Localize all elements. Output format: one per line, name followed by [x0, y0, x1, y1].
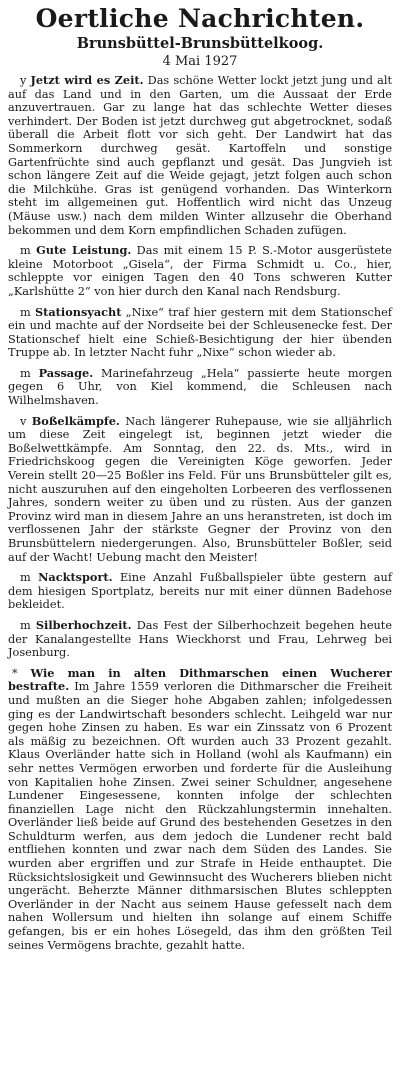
article-jetzt-wird-es-zeit: [8, 74, 392, 237]
article-passage: [8, 367, 392, 408]
article-body: Eine Anzahl Fußballspieler übte gestern auf dem hiesigen Sportplatz, bereits nur mit einer dünnen Badehose bekleidet.: [8, 571, 393, 612]
locality-subtitle: Brunsbüttel-Brunsbüttelkoog.: [76, 35, 324, 52]
masthead: [8, 4, 392, 70]
article-headline: Wie man in alten Dithmarschen einen Wucherer bestrafte.: [8, 665, 393, 694]
author-mark: v: [20, 414, 27, 428]
article-silberhochzeit: [8, 619, 392, 660]
article-headline: Passage.: [38, 365, 94, 380]
author-mark: m: [20, 366, 31, 380]
article-headline: Nacktsport.: [38, 570, 113, 585]
article-wucherer: [8, 667, 392, 952]
author-mark: m: [20, 571, 31, 585]
author-mark: m: [20, 305, 31, 319]
article-bosselkaempfe: [8, 415, 392, 565]
article-gute-leistung: [8, 244, 392, 298]
article-body: Im Jahre 1559 verloren die Dithmarscher die Freiheit und mußten an die Sieger hohe Abgaben zahlen; infolgedessen ging es der Landwirtschaft besonders schlecht. Leihgeld war nur gegen hohe Zinsen zu haben. Es war ein Zinssatz von 6 Prozent als mäßig zu bezeichnen. Oft wurden auch 33 Prozent gezahlt. Klaus Overländer hatte sich in Holland (wohl als Kaufmann) ein sehr nettes Vermögen erworben und forderte für die Ausleihung von Kapitalien hohe Zinsen. Zwei seiner Schuldner, angesehene Lundener Eingesessene, konnten infolge der schlechten finanziellen Lage nicht den Rückzahlungstermin innehalten. Overländer ließ beide auf Grund des bestehenden Gesetzes in den Schuldturm werfen, aus dem jedoch die Lundener recht bald entfliehen konnten und zwar nach dem Süden des Landes. Sie wurden aber ergriffen und zur Strafe in Heide enthauptet. Die Rücksichtslosigkeit und Gewinnsucht des Wucherers blieben nicht ungerächt. Beherzte Männer dithmarsischen Blutes schleppten Overländer in der Nacht aus seinem Hause gefesselt nach dem nahen Wollersum und hielten ihn solange auf einem Schiffe gefangen, bis er ein hohes Lösegeld, das ihm den größten Teil seines Vermögens brachte, gezahlt hatte.: [8, 680, 393, 952]
issue-date: 4 Mai 1927: [162, 54, 238, 69]
author-mark: m: [20, 618, 31, 632]
article-headline: Gute Leistung.: [36, 243, 132, 258]
article-body: Nach längerer Ruhepause, wie sie alljährlich um diese Zeit eingelegt ist, beginnen jetzt wieder die Boßelwettkämpfe. Am Sonntag, den 22. ds. Mts., wird in Friedrichskoog gegen die Vereinigten Köge geworfen. Jeder Verein stellt 20—25 Boßler ins Feld. Für uns Brunsbütteler gilt es, nicht auszuruhen auf den eingeholten Lorbeeren des verflossenen Jahres, sondern weiter zu üben und zu rüsten. Aus der ganzen Provinz wird man in diesem Jahre an uns heranstreten, ist doch im verflossenen Jahr der stärkste Gegner der Provinz von den Brunsbüttelern niedergerungen. Also, Brunsbütteler Boßler, seid auf der Wacht! Uebung macht den Meister!: [8, 414, 392, 564]
article-stationsyacht: [8, 306, 392, 360]
article-body: Marinefahrzeug „Hela“ passierte heute morgen gegen 6 Uhr, von Kiel kommend, die Schleusen nach Wilhelmshaven.: [8, 366, 393, 408]
article-headline: Jetzt wird es Zeit.: [30, 73, 144, 87]
asterisk-mark: *: [12, 666, 18, 680]
article-body: „Nixe“ traf hier gestern mit dem Stationschef ein und machte auf der Nordseite bei der Schleusenecke fest. Der Stationschef hielt eine Schieß-Besichtigung der hier übenden Truppe ab. In letzter Nacht fuhr „Nixe“ schon wieder ab.: [8, 305, 392, 360]
author-mark: m: [20, 244, 31, 258]
article-body: Das schöne Wetter lockt jetzt jung und alt auf das Land und in den Garten, um die Aussaat der Erde anzuvertrauen. Gar zu lange hat das schlechte Wetter dieses verhindert. Der Boden ist jetzt durchweg gut abgetrocknet, sodaß überall die Arbeit flott vor sich geht. Der Landwirt hat das Sommerkorn durchweg gesät. Kartoffeln und sonstige Gartenfrüchte sind auch gepflanzt und gesät. Das Jungvieh ist schon längere Zeit auf die Weide gejagt, jetzt folgen auch schon die Milchkühe. Gras ist genügend vorhanden. Das Winterkorn steht im allgemeinen gut. Hoffentlich wird nicht das Unzeug (Mäuse usw.) nach dem milden Winter allzusehr die Oberhand bekommen und dem Korn empfindlichen Schaden zufügen.: [8, 74, 392, 237]
section-title: Oertliche Nachrichten.: [35, 4, 365, 33]
article-body: Das mit einem 15 P. S.-Motor ausgerüstete kleine Motorboot „Gisela“, der Firma Schmidt u. Co., hier, schleppte vor einigen Tagen den 40 Tons schweren Kutter „Karlshütte 2“ von hier durch den Kanal nach Rendsburg.: [8, 244, 392, 298]
article-headline: Silberhochzeit.: [35, 617, 132, 632]
article-body: Das Fest der Silberhochzeit begehen heute der Kanalangestellte Hans Wieckhorst und Frau, Lehrweg bei Josenburg.: [8, 618, 393, 660]
article-headline: Boßelkämpfe.: [31, 413, 120, 428]
article-nacktsport: [8, 571, 392, 612]
article-headline: Stationsyacht: [34, 304, 122, 319]
author-mark: y: [20, 74, 27, 87]
